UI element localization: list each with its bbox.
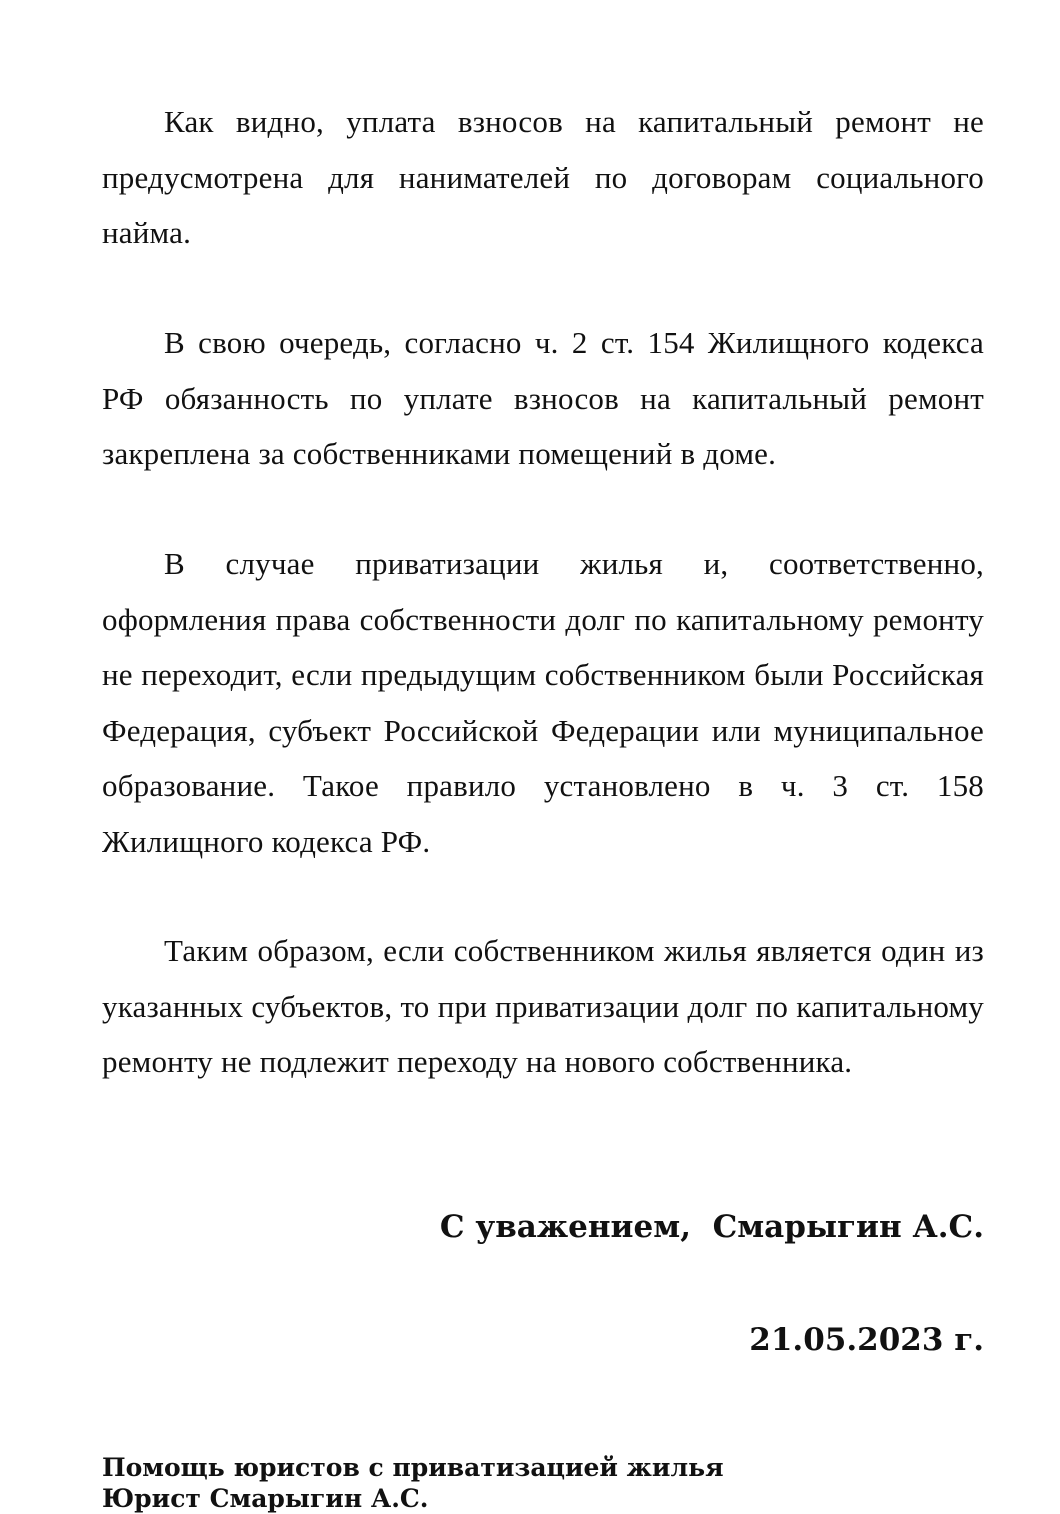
paragraph-privatization-debt: В случае приватизации жилья и, соответственно, оформления права собственности долг по капитальному ремонту не переходит, если предыдущим собственником были Российская Федерация, субъект Российской Федерации или муниципальное образование. Такое правило установлено в ч. 3 ст. 158 Жилищного кодекса РФ. xyxy=(102,546,984,859)
footer-service-line: Помощь юристов с приватизацией жилья xyxy=(102,1453,724,1482)
paragraph-capital-repair-tenants: Как видно, уплата взносов на капитальный ремонт не предусмотрена для нанимателей по договорам социального найма. xyxy=(102,104,984,250)
document-date: 21.05.2023 г. xyxy=(749,1322,984,1358)
footer-author-line: Юрист Смарыгин А.С. xyxy=(102,1484,429,1513)
paragraph-conclusion: Таким образом, если собственником жилья является один из указанных субъектов, то при приватизации долг по капитальному ремонту не подлежит переходу на нового собственника. xyxy=(102,933,984,1079)
paragraph-owner-obligation: В свою очередь, согласно ч. 2 ст. 154 Жилищного кодекса РФ обязанность по уплате взносов на капитальный ремонт закреплена за собственниками помещений в доме. xyxy=(102,325,984,471)
closing-signature: С уважением, Смарыгин А.С. xyxy=(439,1209,984,1245)
footer-block xyxy=(102,1452,724,1514)
